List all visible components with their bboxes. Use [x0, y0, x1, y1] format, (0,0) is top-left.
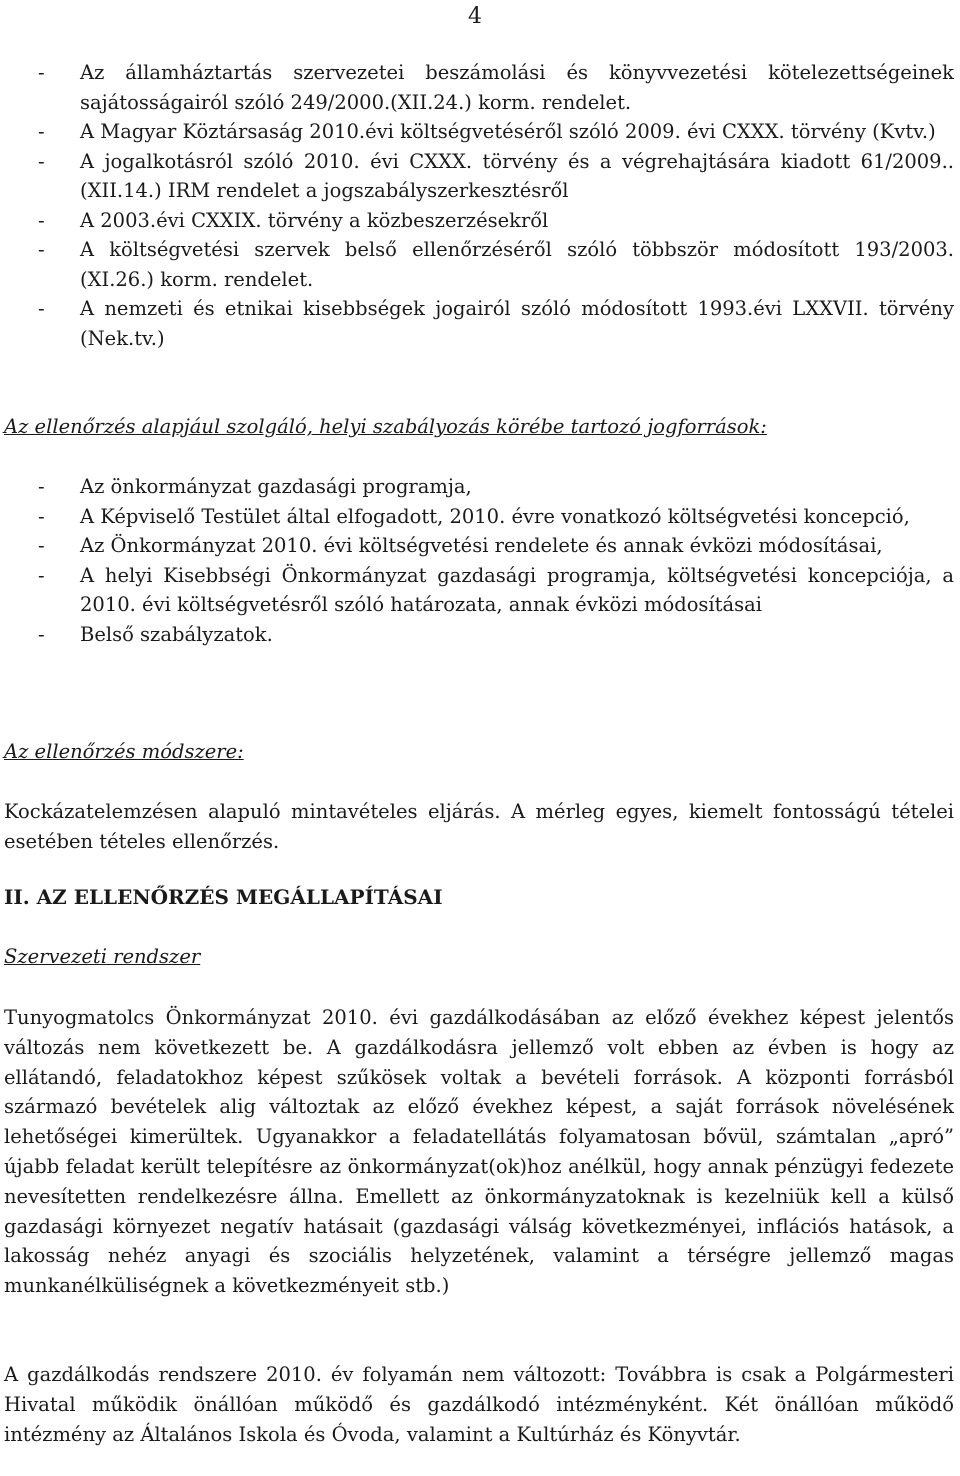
list-item: - A költségvetési szervek belső ellenőrzéséről szóló többször módosított 193/2003.(XI.26.) korm. rendelet.: [38, 238, 954, 291]
org-system-heading: Szervezeti rendszer: [4, 945, 201, 968]
list-item: - A 2003.évi CXXIX. törvény a közbeszerzésekről: [38, 208, 549, 232]
list-item: - A nemzeti és etnikai kisebbségek jogairól szóló módosított 1993.évi LXXVII. törvény (Nek.tv.): [38, 297, 954, 350]
list-item: - A helyi Kisebbségi Önkormányzat gazdasági programja, költségvetési koncepciója, a 2010. évi költségvetésről szóló határozata, annak évközi módosításai: [38, 563, 954, 616]
list-item: - Az önkormányzat gazdasági programja,: [38, 475, 472, 498]
org-paragraph-2: A gazdálkodás rendszere 2010. év folyamán nem változott: Továbbra is csak a Polgármesteri Hivatal működik önállóan működő és gazdálkodó intézményként. Két önállóan működő intézmény az Általános Iskola és Óvoda, valamint a Kultúrház és Könyvtár.: [4, 1363, 954, 1446]
page-number: 4: [468, 4, 482, 29]
legal-sources-list: [0, 58, 960, 353]
list-item: - Az államháztartás szervezetei beszámolási és könyvvezetési kötelezettségeinek sajátosságairól szóló 249/2000.(XII.24.) korm. rendelet.: [38, 61, 954, 114]
method-paragraph: Kockázatelemzésen alapuló mintavételes eljárás. A mérleg egyes, kiemelt fontosságú tételei esetében tételes ellenőrzés.: [4, 800, 954, 853]
list-item: - Az Önkormányzat 2010. évi költségvetési rendelete és annak évközi módosításai,: [38, 534, 883, 557]
section-title: II. AZ ELLENŐRZÉS MEGÁLLAPÍTÁSAI: [4, 885, 443, 909]
list-item: - A Képviselő Testület által elfogadott, 2010. évre vonatkozó költségvetési koncepció,: [38, 504, 910, 528]
method-heading: Az ellenőrzés módszere:: [4, 740, 244, 763]
list-item: - Belső szabályzatok.: [38, 622, 273, 646]
local-rules-heading: Az ellenőrzés alapjául szolgáló, helyi szabályozás körébe tartozó jogforrások:: [4, 415, 767, 438]
list-item: - A Magyar Köztársaság 2010.évi költségvetéséről szóló 2009. évi CXXX. törvény (Kvtv.): [38, 120, 936, 143]
list-item: - A jogalkotásról szóló 2010. évi CXXX. törvény és a végrehajtására kiadott 61/2009..(XII.14.) IRM rendelet a jogszabályszerkesztésről: [38, 149, 954, 202]
org-paragraph-1: Tunyogmatolcs Önkormányzat 2010. évi gazdálkodásában az előző évekhez képest jelentős változás nem következett be. A gazdálkodásra jellemző volt ebben az évben is hogy az ellátandó, feladatokhoz képest szűkösek voltak a bevételi források. A központi forrásból származó bevételek alig változtak az előző évekhez képest, a saját források növelésének lehetőségei kimerültek. Ugyanakkor a feladatellátás folyamatosan bővül, számtalan „apró” újabb feladat került telepítésre az önkormányzat(ok)hoz anélkül, hogy annak pénzügyi fedezete nevesítetten rendelkezésre állna. Emellett az önkormányzatoknak is kezelniük kell a külső gazdasági környezet negatív hatásait (gazdasági válság következményei, inflációs hatások, a lakosság nehéz anyagi és szociális helyzetének, valamint a térségre jellemző magas munkanélküliségnek a következményeit stb.): [4, 1006, 954, 1298]
local-sources-list: [0, 472, 960, 649]
